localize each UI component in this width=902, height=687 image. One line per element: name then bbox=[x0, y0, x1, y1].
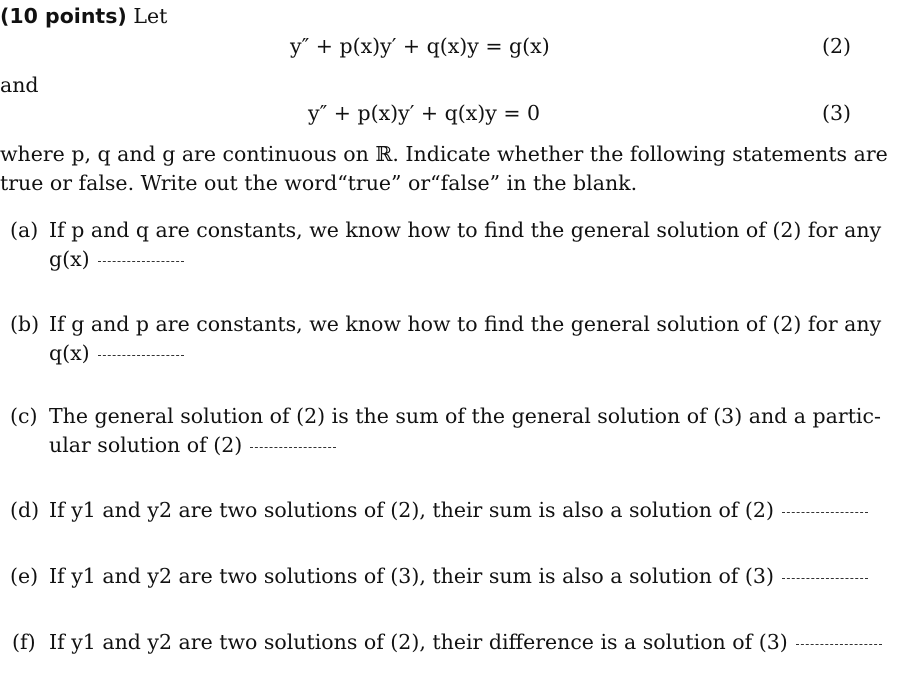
equation-2: y″ + p(x)y′ + q(x)y = g(x) bbox=[290, 34, 550, 58]
item-e-line-1 bbox=[49, 564, 868, 588]
item-c-line-2 bbox=[49, 433, 336, 457]
item-a-line-2 bbox=[49, 247, 184, 271]
item-b-label: (b) bbox=[10, 312, 40, 336]
answer-blank-b[interactable] bbox=[98, 354, 184, 356]
item-c-line-1: The general solution of (2) is the sum of the general solution of (3) and a partic- bbox=[49, 404, 881, 428]
item-f-label: (f) bbox=[12, 630, 36, 654]
item-b-line-2 bbox=[49, 341, 184, 365]
item-d-text: If y1 and y2 are two solutions of (2), their sum is also a solution of (2) bbox=[49, 498, 774, 522]
let-word: Let bbox=[133, 4, 168, 28]
equation-2-number: (2) bbox=[822, 34, 852, 58]
item-f-line-1 bbox=[49, 630, 882, 654]
answer-blank-a[interactable] bbox=[98, 260, 184, 262]
item-b-line-1: If g and p are constants, we know how to find the general solution of (2) for any bbox=[49, 312, 882, 336]
question-header bbox=[0, 4, 167, 28]
item-a-line-2-text: g(x) bbox=[49, 247, 90, 271]
points-label: (10 points) bbox=[0, 4, 127, 28]
and-word: and bbox=[0, 73, 39, 97]
item-e-text: If y1 and y2 are two solutions of (3), their sum is also a solution of (3) bbox=[49, 564, 774, 588]
item-d-label: (d) bbox=[10, 498, 40, 522]
item-d-line-1 bbox=[49, 498, 868, 522]
answer-blank-c[interactable] bbox=[250, 446, 336, 448]
item-b-line-2-text: q(x) bbox=[49, 341, 90, 365]
answer-blank-f[interactable] bbox=[796, 643, 882, 645]
item-c-line-2-text: ular solution of (2) bbox=[49, 433, 243, 457]
item-a-line-1: If p and q are constants, we know how to find the general solution of (2) for any bbox=[49, 218, 882, 242]
item-e-label: (e) bbox=[10, 564, 39, 588]
answer-blank-e[interactable] bbox=[782, 577, 868, 579]
item-a-label: (a) bbox=[10, 218, 39, 242]
instructions-line-2: true or false. Write out the word“true” or“false” in the blank. bbox=[0, 171, 638, 195]
instructions-line-1: where p, q and g are continuous on ℝ. Indicate whether the following statements are bbox=[0, 142, 888, 166]
item-c-label: (c) bbox=[10, 404, 38, 428]
equation-3-number: (3) bbox=[822, 101, 852, 125]
equation-3: y″ + p(x)y′ + q(x)y = 0 bbox=[308, 101, 541, 125]
item-f-text: If y1 and y2 are two solutions of (2), their difference is a solution of (3) bbox=[49, 630, 788, 654]
answer-blank-d[interactable] bbox=[782, 511, 868, 513]
